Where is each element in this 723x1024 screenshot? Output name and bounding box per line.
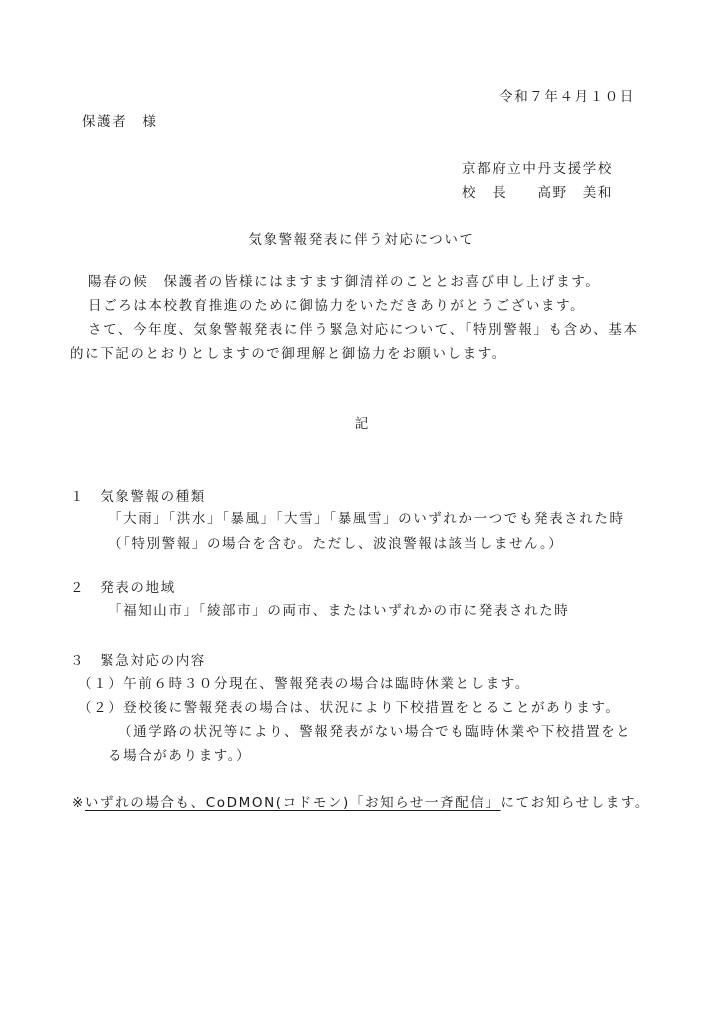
body-line: 陽春の候 保護者の皆様にはますます御清祥のこととお喜び申し上げます。	[88, 274, 601, 290]
section-item: （２）登校後に警報発表の場合は、状況により下校措置をとることがあります。	[78, 700, 621, 716]
body-line: 日ごろは本校教育推進のために御協力をいただきありがとうございます。	[88, 298, 586, 314]
reference-mark: ※	[72, 795, 85, 811]
section-line: 「福知山市」「綾部市」の両市、またはいずれかの市に発表された時	[108, 603, 570, 619]
section-item: （１）午前６時３０分現在、警報発表の場合は臨時休業とします。	[78, 676, 530, 692]
section-heading: ３ 緊急対応の内容	[70, 653, 206, 669]
ki-heading: 記	[354, 416, 369, 432]
document-title: 気象警報発表に伴う対応について	[248, 232, 475, 248]
body-line: 的に下記のとおりとしますので御理解と御協力をお願いします。	[70, 346, 507, 362]
section-line: （「特別警報」の場合を含む。ただし、波浪警報は該当しません。）	[108, 536, 564, 552]
addressee: 保護者 様	[82, 114, 158, 130]
body-line: さて、今年度、気象警報発表に伴う緊急対応について、「特別警報」も含め、基本	[88, 322, 639, 338]
section-heading: ２ 発表の地域	[70, 580, 176, 596]
section-note: （通学路の状況等により、警報発表がない場合でも臨時休業や下校措置をと	[118, 724, 632, 740]
section-line: 「大雨」「洪水」「暴風」「大雪」「暴風雪」のいずれか一つでも発表された時	[108, 511, 625, 527]
footer-underlined-text: いずれの場合も、CoDMON(コドモン)「お知らせ一斉配信」	[84, 795, 501, 811]
date: 令和７年４月１０日	[499, 89, 635, 105]
principal-name: 校 長 高野 美和	[462, 185, 613, 201]
footer-tail-text: にてお知らせします。	[500, 795, 651, 811]
section-heading: １ 気象警報の種類	[70, 489, 206, 505]
school-name: 京都府立中丹支援学校	[462, 161, 613, 177]
footer-note	[72, 794, 650, 812]
section-note: る場合があります。）	[108, 748, 252, 764]
